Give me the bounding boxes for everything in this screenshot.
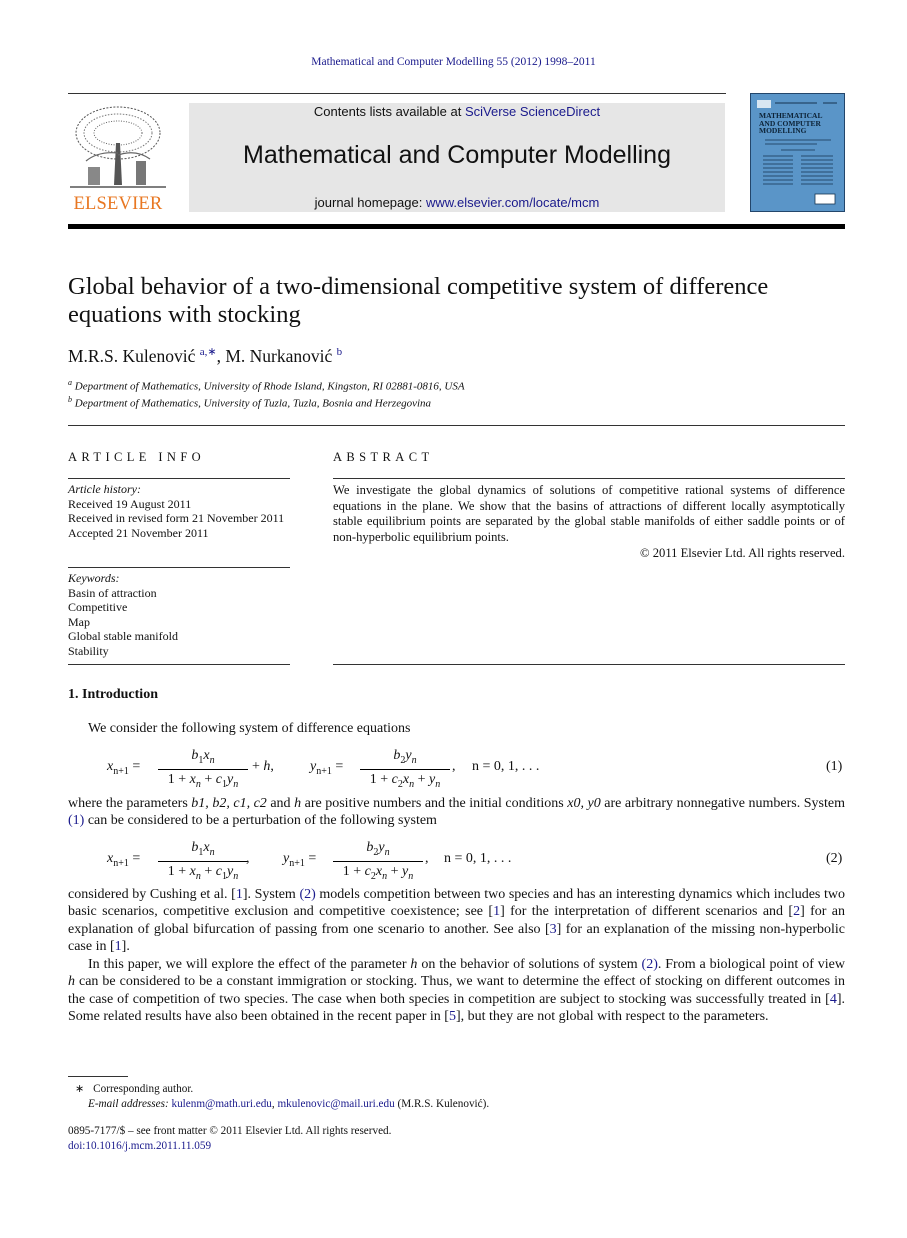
intro-paragraph-3: considered by Cushing et al. [1]. System (2) models competition between two species and has an interesting dynamics which includes two basic scenarios, competitive exclusion and competitive coexistence; see [1] for the interpretation of different scenarios and [2] for an explanation of global bifurcation of passing from one scenario to another. See also [3] for an explanation of the missing non-hyperbolic case in [1].	[68, 887, 845, 955]
cover-title: MATHEMATICAL AND COMPUTER MODELLING	[759, 111, 823, 135]
author-name: M. Nurkanović	[225, 345, 333, 366]
abstract-heading: ABSTRACT	[333, 450, 434, 464]
intro-paragraph-2: where the parameters b1, b2, c1, c2 and h are positive numbers and the initial conditions x0, y0 are arbitrary nonnegative numbers. System (1) can be considered to be a perturbation of the following system	[68, 796, 845, 829]
equation-1: $x_{n+1}$ = $b_1x_n$ $1 + x_n + c_1y_n$ + h, $y_{n+1}$ = $b_2y_n$ $1 + c_2x_n + y_n$ , n = 0, 1, . . . (1)	[107, 748, 843, 790]
email-label: E-mail addresses:	[88, 1098, 172, 1110]
homepage-line	[189, 195, 725, 210]
cover-pattern	[757, 100, 839, 206]
intro-paragraph-1: We consider the following system of difference equations	[88, 721, 411, 736]
abstract-copyright: © 2011 Elsevier Ltd. All rights reserved.	[640, 546, 845, 560]
affiliation-text: Department of Mathematics, University of Tuzla, Tuzla, Bosnia and Herzegovina	[74, 397, 432, 410]
symbol-h: h	[410, 957, 418, 972]
abstract-rule	[333, 664, 845, 665]
affiliation-text: Department of Mathematics, University of Rhode Island, Kingston, RI 02881-0816, USA	[74, 380, 465, 393]
footnote-rule	[68, 1076, 128, 1077]
keywords	[68, 571, 290, 658]
affiliation	[68, 395, 431, 410]
keywords-label: Keywords:	[68, 571, 120, 585]
journal-title[interactable]: Mathematical and Computer Modelling	[243, 141, 671, 169]
issn-line: 0895-7177/$ – see front matter © 2011 Elsevier Ltd. All rights reserved.	[68, 1125, 392, 1137]
citation-link[interactable]: 1	[493, 904, 501, 920]
publisher-name: ELSEVIER	[73, 194, 163, 214]
footnote-text: Corresponding author.	[93, 1083, 194, 1095]
keyword: Stability	[68, 643, 109, 658]
email-link[interactable]: kulenm@math.uri.edu	[171, 1098, 272, 1110]
elsevier-logo[interactable]	[68, 103, 168, 215]
info-rule	[68, 567, 290, 568]
running-head: Mathematical and Computer Modelling 55 (2012) 1998–2011	[311, 56, 596, 68]
footnote-star: ∗	[75, 1083, 85, 1095]
history-item: Received 19 August 2011	[68, 496, 192, 511]
keyword: Map	[68, 614, 90, 629]
citation-link[interactable]: 4	[829, 991, 837, 1007]
sciencedirect-link[interactable]: SciVerse ScienceDirect	[464, 104, 601, 119]
affiliation	[68, 378, 465, 393]
symbol-h: h	[68, 974, 75, 990]
equation-ref[interactable]: (1)	[68, 813, 85, 829]
author-affiliation-mark[interactable]: a,∗	[199, 346, 217, 358]
parameter-list: b1, b2, c1, c2	[191, 796, 267, 811]
equation-number: (2)	[826, 851, 843, 866]
article-title: Global behavior of a two-dimensional competitive system of difference equations with stocking	[68, 273, 769, 328]
keyword: Competitive	[68, 600, 128, 614]
intro-paragraph-4: In this paper, we will explore the effect of the parameter h on the behavior of solutions of system (2). From a biological point of view h can be considered to be a constant immigration or stocking. Thus, we want to determine the effect of stocking on different outcomes in the case of competition of two species. The case when both species in competition are subject to stocking was successfully treated in [4]. Some related results have also been obtained in the recent paper in [5], but they are not global with respect to the parameters.	[68, 957, 845, 1025]
corresponding-author-note	[75, 1082, 193, 1095]
author-list	[68, 345, 342, 367]
header-thick-rule	[68, 224, 845, 229]
equation-ref[interactable]: (2)	[299, 887, 316, 902]
author-affiliation-mark[interactable]: b	[336, 346, 343, 358]
author-name: M.R.S. Kulenović	[68, 345, 196, 366]
article-info-heading: ARTICLE INFO	[68, 450, 206, 464]
affiliation-mark: b	[68, 395, 72, 404]
initial-conditions: x0, y0	[567, 796, 601, 811]
contents-line	[189, 104, 725, 119]
citation-link[interactable]: 5	[448, 1009, 456, 1025]
homepage-prefix: journal homepage:	[314, 195, 426, 210]
citation-link[interactable]: 2	[793, 904, 801, 920]
journal-cover[interactable]	[750, 93, 845, 212]
abstract-text: We investigate the global dynamics of solutions of competitive rational systems of difference equations in the plane. We show that the basins of attractions of different locally asymptotically stable equilibrium points are separated by the global stable manifolds of either saddle points or of non-hyperbolic equilibrium points.	[333, 483, 845, 544]
email-link[interactable]: mkulenovic@mail.uri.edu	[277, 1098, 395, 1110]
equation-n-range: n = 0, 1, . . .	[444, 851, 512, 866]
citation-link[interactable]: 1	[235, 887, 243, 902]
citation-link[interactable]: 3	[549, 921, 557, 937]
equation-ref[interactable]: (2)	[641, 957, 658, 972]
article-history	[68, 482, 290, 540]
citation-link[interactable]: 1	[114, 939, 122, 955]
keyword: Global stable manifold	[68, 629, 178, 643]
section-heading-introduction: 1. Introduction	[68, 687, 158, 702]
symbol-h: h	[294, 796, 302, 811]
history-item: Received in revised form 21 November 2011	[68, 511, 285, 525]
affiliation-mark: a	[68, 378, 72, 387]
contents-prefix: Contents lists available at	[313, 104, 465, 119]
title-rule	[68, 425, 845, 426]
equation-2: $x_{n+1}$ = $b_1x_n$ $1 + x_n + c_1y_n$ , $y_{n+1}$ = $b_2y_n$ $1 + c_2x_n + y_n$ , n = 0, 1, . . . (2)	[107, 840, 843, 882]
doi-link[interactable]: doi:10.1016/j.mcm.2011.11.059	[68, 1140, 212, 1152]
abstract-rule	[333, 478, 845, 479]
info-rule	[68, 664, 290, 665]
equation-number: (1)	[826, 759, 843, 774]
history-item: Accepted 21 November 2011	[68, 525, 209, 540]
equation-n-range: n = 0, 1, . . .	[472, 759, 540, 774]
keyword: Basin of attraction	[68, 585, 157, 600]
info-rule	[68, 478, 290, 479]
email-note: E-mail addresses: kulenm@math.uri.edu, mkulenovic@mail.uri.edu (M.R.S. Kulenović).	[88, 1098, 490, 1110]
author-separator: ,	[216, 345, 226, 366]
header-rule	[68, 93, 726, 94]
history-label: Article history:	[68, 482, 141, 496]
journal-homepage-link[interactable]: www.elsevier.com/locate/mcm	[425, 195, 600, 210]
